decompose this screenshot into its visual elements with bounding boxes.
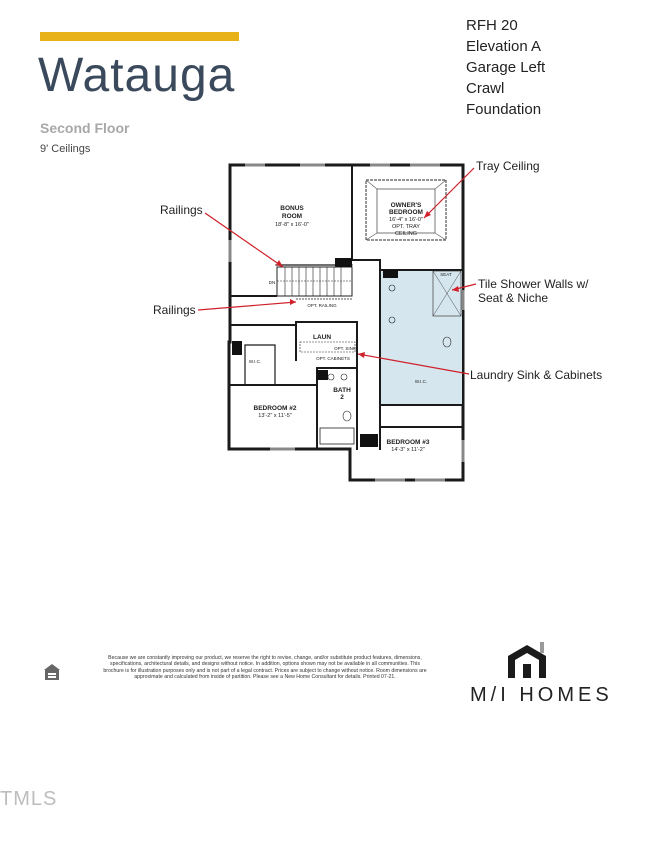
room-label: 2 xyxy=(340,394,344,401)
svg-text:LAUN xyxy=(313,334,331,341)
room-dims: 18'-8" x 16'-0" xyxy=(275,222,309,228)
room-label: W.I.C. xyxy=(248,359,262,364)
callout-label: Railings xyxy=(160,203,203,217)
staircase xyxy=(277,267,352,296)
room-label: ROOM xyxy=(281,213,303,220)
svg-text:BATH xyxy=(333,387,351,394)
svg-text:2 xyxy=(340,394,344,401)
svg-text:14'-3" x 11'-2" xyxy=(391,447,424,453)
sink xyxy=(341,374,347,380)
room-label: BEDROOM #3 xyxy=(386,439,430,446)
callout-arrow xyxy=(424,168,474,218)
arrow-head xyxy=(358,352,365,358)
svg-text:W.I.C. xyxy=(415,379,427,384)
spec-line: Foundation xyxy=(466,101,542,118)
svg-text:BEDROOM #3 xyxy=(387,439,430,446)
toilet xyxy=(343,411,351,421)
room-dims: 16'-4" x 16'-0" xyxy=(389,217,423,223)
callout-label: Laundry Sink & Cabinets xyxy=(470,368,603,382)
svg-text:Railings xyxy=(160,203,203,217)
sink xyxy=(328,374,334,380)
brand-wordmark: M/I HOMES xyxy=(470,684,613,706)
room-label: OWNER'S xyxy=(390,202,422,209)
spec-line: Crawl xyxy=(466,80,505,97)
column xyxy=(317,370,328,380)
room-note: CEILING xyxy=(394,231,418,237)
callout-label: Seat & Niche xyxy=(478,291,549,305)
callout-arrow xyxy=(205,213,283,267)
page-title: Watauga xyxy=(38,49,236,102)
room-dims: 13'-2" x 11'-5" xyxy=(258,413,292,419)
room-label: BONUS xyxy=(280,205,304,212)
stair-dn: DN xyxy=(268,280,276,285)
callout-arrow xyxy=(198,302,296,310)
spec-line: RFH 20 xyxy=(466,17,518,34)
svg-text:ROOM xyxy=(282,213,302,220)
svg-text:Seat & Niche xyxy=(478,291,548,305)
svg-text:18'-8" x 16'-0" xyxy=(275,222,309,228)
svg-text:OPT. SINK xyxy=(334,346,356,351)
room-note: OPT. SINK xyxy=(334,346,356,351)
spec-line: Elevation A xyxy=(466,38,542,55)
svg-text:SEAT xyxy=(440,272,452,277)
svg-text:Tray Ceiling xyxy=(476,159,540,173)
spec-line: Garage Left xyxy=(466,59,546,76)
column xyxy=(232,341,242,355)
arrow-head xyxy=(290,299,296,305)
brand-logo-icon xyxy=(505,642,553,680)
interior-wall xyxy=(296,322,357,368)
room-note: OPT. TRAY xyxy=(392,224,420,230)
room-note: OPT. RAILING xyxy=(307,303,337,308)
svg-text:W.I.C. xyxy=(249,359,261,364)
svg-text:13'-2" x 11'-5" xyxy=(258,413,291,419)
room-label: W.I.C. xyxy=(414,379,428,384)
svg-text:BEDROOM xyxy=(389,209,423,216)
room-label: BEDROOM #2 xyxy=(253,405,297,412)
svg-text:DN xyxy=(269,280,276,285)
column xyxy=(383,270,398,278)
room-note: SEAT xyxy=(440,272,452,277)
legal-disclaimer: Because we are constantly improving our product, we reserve the right to revise, change, and/or substitute product features, dimensions, specifications, architectural details, and designs without notice. In addition, options shown may not be available in all communities. This brochure is for illustration purposes only and is not part of a legal contract. Prices are subject to change without notice. Room dimensions are approximate and calculated from inside of partition. Please see a New Home Consultant for details. Printed 07-21. xyxy=(103,655,427,681)
bathtub xyxy=(320,428,354,444)
svg-text:CEILING xyxy=(395,231,417,237)
room-label: BATH xyxy=(333,387,351,394)
column xyxy=(335,258,352,267)
interior-wall xyxy=(317,368,357,449)
svg-text:16'-4" x 16'-0" xyxy=(389,217,423,223)
callout-label: Tray Ceiling xyxy=(476,159,540,173)
ceiling-height: 9' Ceilings xyxy=(40,143,91,155)
floor-subtitle: Second Floor xyxy=(40,120,130,136)
svg-text:BONUS xyxy=(280,205,304,212)
svg-text:OWNER'S xyxy=(391,202,422,209)
room-note: OPT. CABINETS xyxy=(316,356,350,361)
equal-housing-icon xyxy=(42,662,62,682)
svg-text:Tile Shower Walls w/ xyxy=(478,277,589,291)
svg-text:OPT. RAILING xyxy=(307,303,337,308)
svg-text:OPT. CABINETS xyxy=(316,356,350,361)
mls-watermark: TMLS xyxy=(0,788,58,810)
room-dims: 14'-3" x 11'-2" xyxy=(391,447,425,453)
svg-text:Laundry Sink & Cabinets xyxy=(470,368,602,382)
svg-text:BEDROOM #2 xyxy=(254,405,297,412)
callout-label: Tile Shower Walls w/ xyxy=(478,277,589,291)
room-label: BEDROOM xyxy=(389,209,423,216)
arrow-head xyxy=(276,260,283,267)
callout-label: Railings xyxy=(153,303,196,317)
column xyxy=(360,434,378,447)
interior-wall xyxy=(245,345,275,385)
interior-wall xyxy=(230,325,296,342)
svg-text:OPT. TRAY xyxy=(392,224,420,230)
svg-text:Railings xyxy=(153,303,196,317)
room-label: LAUN xyxy=(312,334,332,341)
